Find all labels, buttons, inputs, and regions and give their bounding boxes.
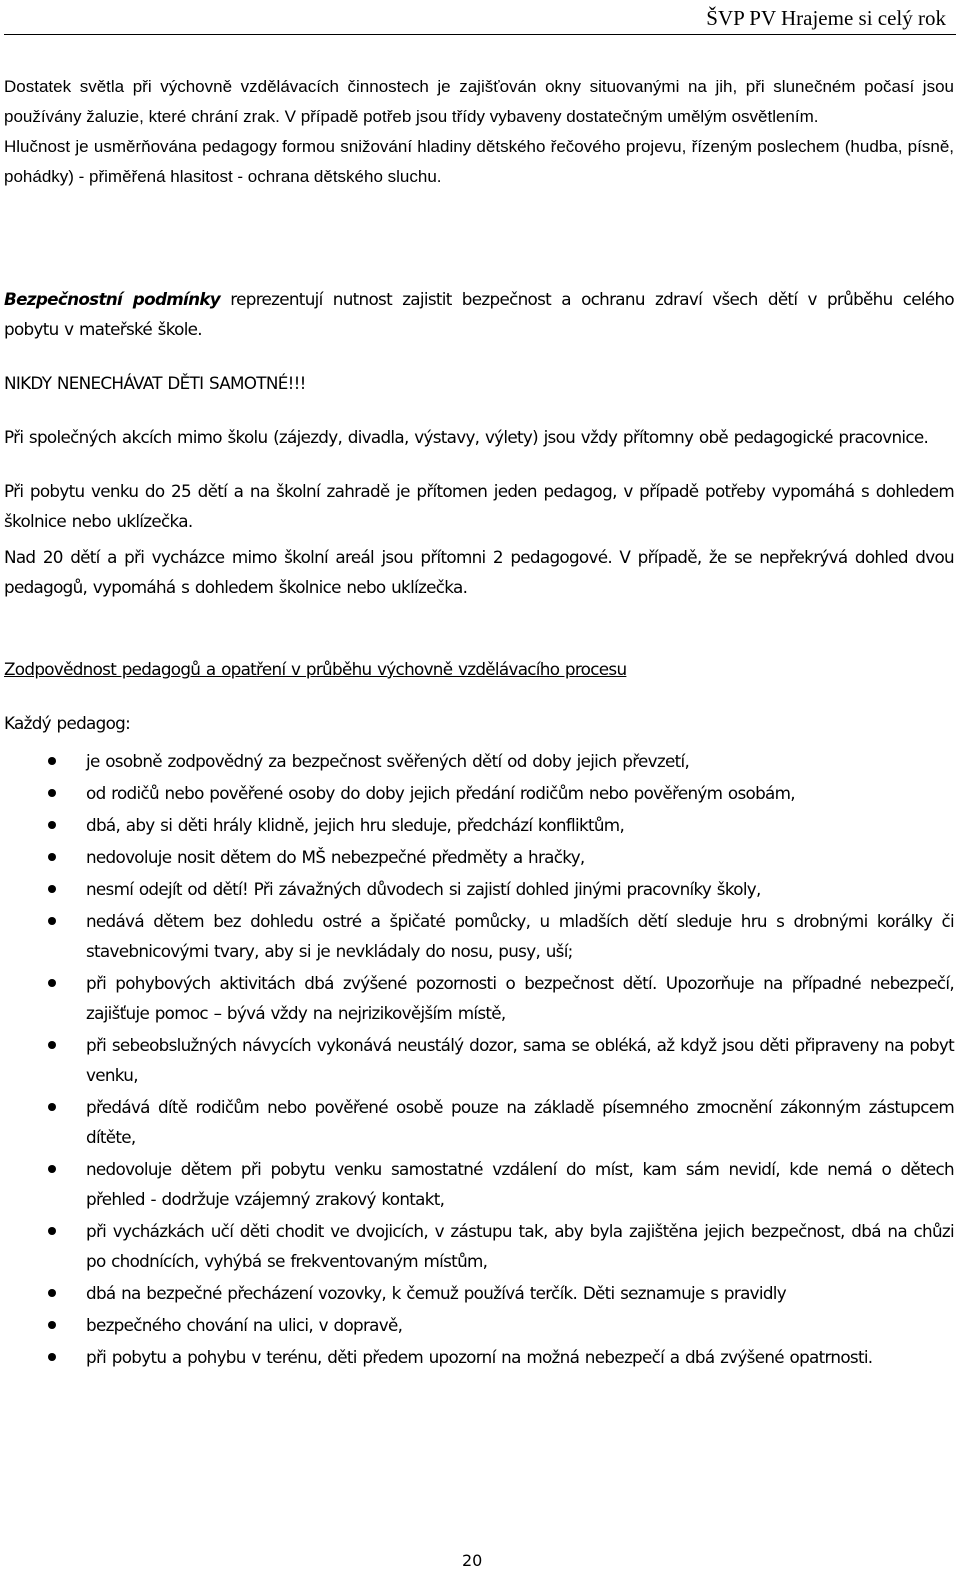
bullet-icon (48, 821, 56, 829)
list-item: je osobně zodpovědný za bezpečnost svěřených dětí od doby jejich převzetí, (4, 746, 954, 776)
noise-paragraph: Hlučnost je usměrňována pedagogy formou snižování hladiny dětského řečového projevu, řízeným poslechem (hudba, písně, pohádky) - přiměřená hlasitost - ochrana dětského sluchu. (4, 137, 954, 186)
bullet-icon (48, 1227, 56, 1235)
document-body (4, 284, 954, 1374)
header-divider (4, 34, 956, 35)
bullet-icon (48, 1289, 56, 1297)
lighting-paragraph: Dostatek světla při výchovně vzdělávacích činnostech je zajišťován okny situovanými na jih, při slunečném počasí jsou používány žaluzie, které chrání zrak. V případě potřeb jsou třídy vybaveny dostatečným umělým osvětlením. (4, 77, 954, 126)
list-lead: Každý pedagog: (4, 713, 131, 733)
page-number: 20 (462, 1551, 483, 1570)
list-item: předává dítě rodičům nebo pověřené osobě pouze na základě písemného zmocnění zákonným zástupcem dítěte, (4, 1092, 954, 1152)
bullet-icon (48, 917, 56, 925)
list-item: při vycházkách učí děti chodit ve dvojicích, v zástupu tak, aby byla zajištěna jejich bezpečnost, dbá na chůzi po chodnících, vyhýbá se frekventovaným místům, (4, 1216, 954, 1276)
safety-term: Bezpečnostní podmínky (4, 289, 221, 309)
bullet-icon (48, 1103, 56, 1111)
bullet-icon (48, 1353, 56, 1361)
safety-definition-paragraph (4, 284, 954, 344)
safety-warning: NIKDY NENECHÁVAT DĚTI SAMOTNÉ!!! (4, 373, 306, 393)
list-item: dbá, aby si děti hrály klidně, jejich hru sleduje, předchází konfliktům, (4, 810, 954, 840)
responsibility-list (4, 746, 954, 1372)
document-header: ŠVP PV Hrajeme si celý rok (706, 6, 946, 30)
bullet-icon (48, 979, 56, 987)
events-paragraph: Při společných akcích mimo školu (zájezdy, divadla, výstavy, výlety) jsou vždy přítomny obě pedagogické pracovnice. (4, 427, 929, 447)
list-item: nedává dětem bez dohledu ostré a špičaté pomůcky, u mladších dětí sleduje hru s drobnými korálky či stavebnicovými tvary, aby si je nevkládaly do nosu, pusy, uší; (4, 906, 954, 966)
list-item: bezpečného chování na ulici, v dopravě, (4, 1310, 954, 1340)
list-item: při sebeobslužných návycích vykonává neustálý dozor, sama se obléká, až když jsou děti připraveny na pobyt venku, (4, 1030, 954, 1090)
bullet-icon (48, 1321, 56, 1329)
bullet-icon (48, 757, 56, 765)
list-item: nedovoluje dětem při pobytu venku samostatné vzdálení do míst, kam sám nevidí, kde nemá o dětech přehled - dodržuje vzájemný zrakový kontakt, (4, 1154, 954, 1214)
list-item: při pobytu a pohybu v terénu, děti předem upozorní na možná nebezpečí a dbá zvýšené opatrnosti. (4, 1342, 954, 1372)
list-item: při pohybových aktivitách dbá zvýšené pozornosti o bezpečnost dětí. Upozorňuje na případné nebezpečí, zajišťuje pomoc – bývá vždy na nejrizikovějším místě, (4, 968, 954, 1028)
bullet-icon (48, 1041, 56, 1049)
section-heading: Zodpovědnost pedagogů a opatření v průběhu výchovně vzdělávacího procesu (4, 659, 627, 679)
list-item: nesmí odejít od dětí! Při závažných důvodech si zajistí dohled jinými pracovníky školy, (4, 874, 954, 904)
bullet-icon (48, 1165, 56, 1173)
intro-block (4, 72, 954, 192)
walk-paragraph: Nad 20 dětí a při vycházce mimo školní areál jsou přítomni 2 pedagogové. V případě, že se nepřekrývá dohled dvou pedagogů, vypomáhá s dohledem školnice nebo uklízečka. (4, 547, 954, 597)
bullet-icon (48, 853, 56, 861)
safety-definition: reprezentují nutnost zajistit bezpečnost a ochranu zdraví všech dětí v průběhu celého pobytu v mateřské škole. (4, 289, 954, 339)
list-item: od rodičů nebo pověřené osoby do doby jejich předání rodičům nebo pověřeným osobám, (4, 778, 954, 808)
outdoor-paragraph: Při pobytu venku do 25 dětí a na školní zahradě je přítomen jeden pedagog, v případě potřeby vypomáhá s dohledem školnice nebo uklízečka. (4, 481, 954, 531)
bullet-icon (48, 885, 56, 893)
list-item: dbá na bezpečné přecházení vozovky, k čemuž používá terčík. Děti seznamuje s pravidly (4, 1278, 954, 1308)
bullet-icon (48, 789, 56, 797)
list-item: nedovoluje nosit dětem do MŠ nebezpečné předměty a hračky, (4, 842, 954, 872)
